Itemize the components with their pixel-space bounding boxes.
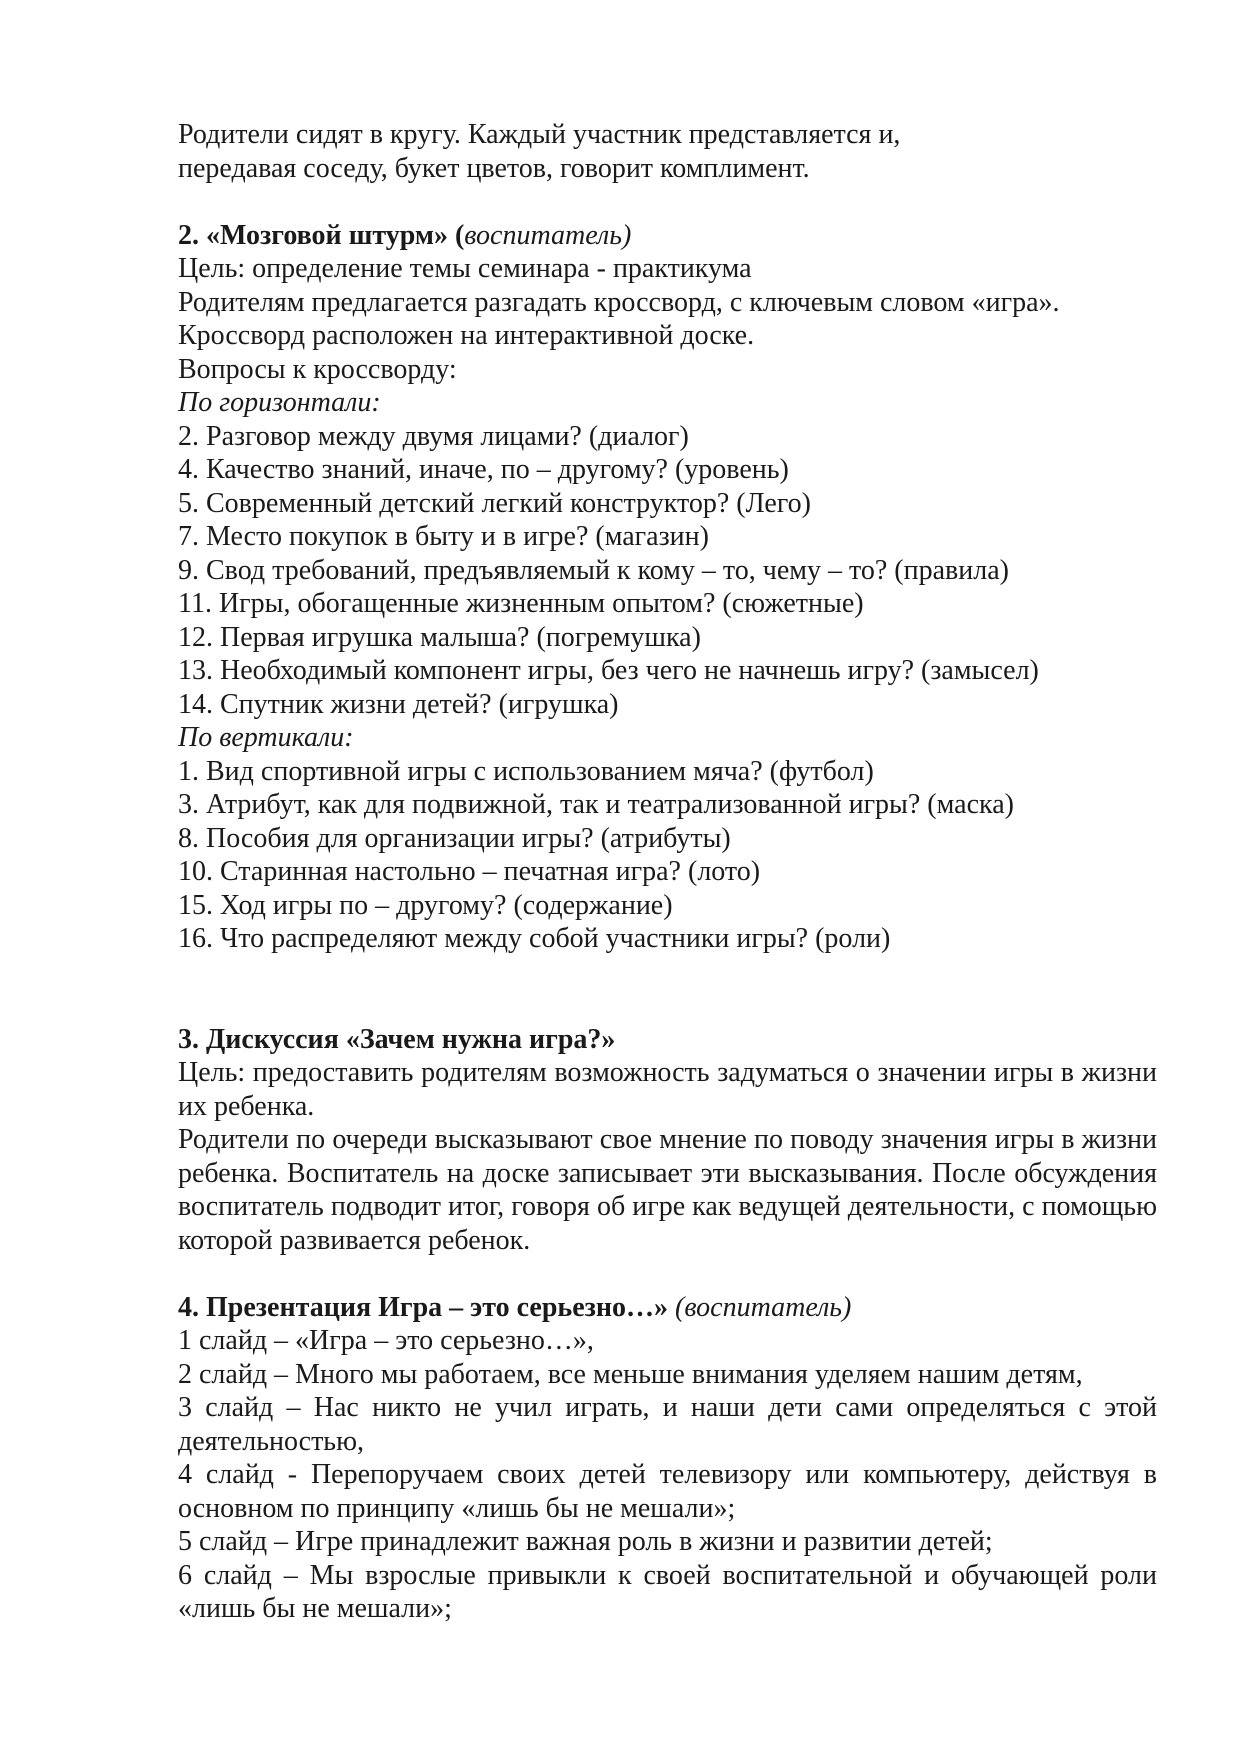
- section-2-line: Кроссворд расположен на интерактивной доске.: [178, 320, 755, 351]
- slide-item: 3 слайд – Нас никто не учил играть, и наши дети сами определяться с этой деятельностью,: [178, 1392, 1157, 1457]
- crossword-question: 10. Старинная настольно – печатная игра? (лото): [178, 856, 761, 887]
- crossword-question: 7. Место покупок в быту и в игре? (магазин): [178, 521, 709, 552]
- intro-paragraph: Родители сидят в кругу. Каждый участник представляется и, передавая соседу, букет цветов, говорит комплимент.: [178, 119, 901, 184]
- crossword-question: 4. Качество знаний, иначе, по – другому? (уровень): [178, 454, 789, 485]
- slide-item: 1 слайд – «Игра – это серьезно…»,: [178, 1325, 594, 1356]
- vertical-label: По вертикали:: [178, 722, 354, 753]
- slide-item: 5 слайд – Игре принадлежит важная роль в жизни и развитии детей;: [178, 1526, 993, 1557]
- crossword-question: 14. Спутник жизни детей? (игрушка): [178, 688, 619, 720]
- crossword-question: 2. Разговор между двумя лицами? (диалог): [178, 420, 689, 452]
- crossword-question: 1. Вид спортивной игры с использованием мяча? (футбол): [178, 755, 874, 787]
- spacer: [178, 185, 1157, 219]
- slide-item: 2 слайд – Много мы работаем, все меньше внимания уделяем нашим детям,: [178, 1358, 1083, 1390]
- section-3-body: Родители по очереди высказывают свое мнение по поводу значения игры в жизни ребенка. Воспитатель на доске записывает эти высказывания. После обсуждения воспитатель подводит итог, говоря об игре как ведущей деятельности, с помощью которой развивается ребенок.: [178, 1124, 1157, 1256]
- crossword-question: 12. Первая игрушка малыша? (погремушка): [178, 621, 701, 653]
- slide-item: 6 слайд – Мы взрослые привыкли к своей воспитательной и обучающей роли «лишь бы не мешали»;: [178, 1559, 1157, 1624]
- horizontal-label: По горизонтали:: [178, 387, 381, 418]
- crossword-question: 5. Современный детский легкий конструктор? (Лего): [178, 487, 811, 519]
- crossword-question: 8. Пособия для организации игры? (атрибуты): [178, 822, 731, 854]
- slide-item: 4 слайд - Перепоручаем своих детей телевизору или компьютеру, действуя в основном по принципу «лишь бы не мешали»;: [178, 1459, 1157, 1524]
- section-2-goal: Цель: определение темы семинара - практикума: [178, 253, 752, 284]
- section-3-heading: 3. Дискуссия «Зачем нужна игра?»: [178, 1023, 616, 1055]
- section-4-heading: [178, 1291, 1157, 1325]
- crossword-question: 9. Свод требований, предъявляемый к кому – то, чему – то? (правила): [178, 554, 1009, 586]
- section-2-heading: [178, 219, 1157, 253]
- section-2-line: Вопросы к кроссворду:: [178, 353, 457, 385]
- section-2-line: Родителям предлагается разгадать кроссворд, с ключевым словом «игра».: [178, 286, 1060, 318]
- section-2-heading-text: 2. «Мозговой штурм» (: [178, 219, 465, 251]
- spacer: [178, 1257, 1157, 1291]
- section-3-goal: Цель: предоставить родителям возможность задуматься о значении игры в жизни их ребенка.: [178, 1057, 1157, 1122]
- crossword-question: 3. Атрибут, как для подвижной, так и театрализованной игры? (маска): [178, 789, 1014, 820]
- section-4-heading-role: (воспитатель): [675, 1291, 852, 1323]
- crossword-question: 15. Ход игры по – другому? (содержание): [178, 889, 673, 921]
- section-4-heading-text: 4. Презентация Игра – это серьезно…»: [178, 1291, 676, 1323]
- crossword-question: 13. Необходимый компонент игры, без чего не начнешь игру? (замысел): [178, 655, 1039, 686]
- page-content: [178, 118, 1157, 1626]
- section-2-heading-role: воспитатель): [464, 219, 632, 251]
- crossword-question: 11. Игры, обогащенные жизненным опытом? (сюжетные): [178, 588, 864, 619]
- spacer: [178, 956, 1157, 1023]
- crossword-question: 16. Что распределяют между собой участники игры? (роли): [178, 923, 891, 954]
